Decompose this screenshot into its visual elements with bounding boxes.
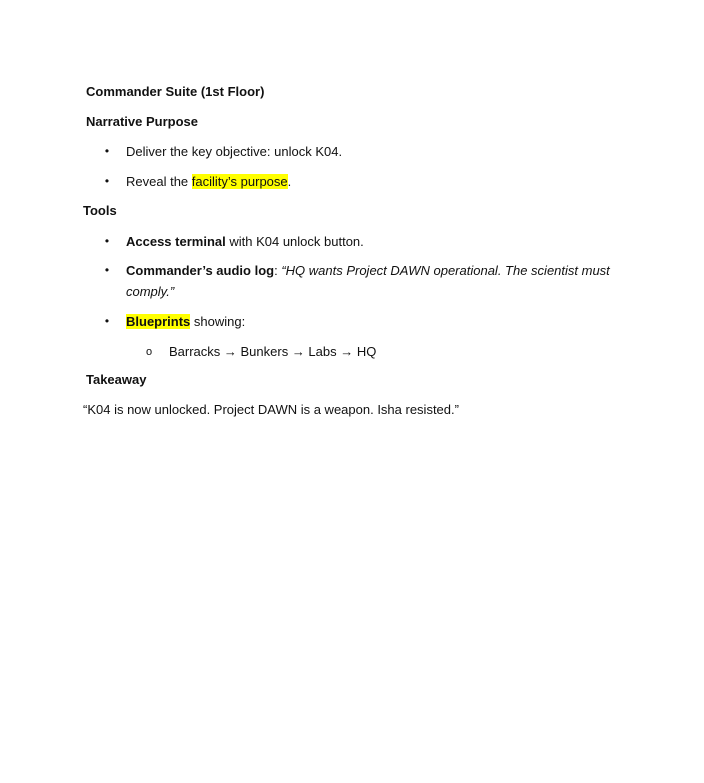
tools-item-access-terminal bbox=[126, 231, 364, 252]
blueprint-route: Barracks → Bunkers → Labs → HQ bbox=[169, 344, 377, 359]
tools-item-separator: : bbox=[274, 263, 282, 278]
sub-bullet-icon: o bbox=[146, 346, 153, 358]
tools-item-description: showing: bbox=[190, 314, 246, 329]
bullet-icon: • bbox=[104, 144, 110, 158]
highlighted-text: facility’s purpose bbox=[191, 174, 288, 189]
tools-item-blueprints bbox=[126, 311, 245, 332]
highlighted-text: Blueprints bbox=[126, 314, 191, 329]
tools-item-audio-log bbox=[126, 260, 616, 302]
bullet-icon: • bbox=[104, 174, 110, 188]
takeaway-quote: “K04 is now unlocked. Project DAWN is a weapon. Isha resisted.” bbox=[83, 402, 459, 417]
tools-item-term: Commander’s audio log bbox=[126, 263, 275, 278]
audio-log-quote: “HQ wants Project DAWN operational. The scientist must comply.” bbox=[126, 263, 610, 299]
bullet-icon: • bbox=[104, 314, 110, 328]
purpose-item-objective bbox=[126, 141, 342, 162]
section-heading-suite: Commander Suite (1st Floor) bbox=[86, 84, 265, 99]
section-heading-tools: Tools bbox=[83, 203, 117, 218]
bullet-icon: • bbox=[104, 234, 110, 248]
tools-item-description: with K04 unlock button. bbox=[225, 234, 364, 249]
purpose-item-suffix: . bbox=[287, 174, 292, 189]
section-heading-takeaway: Takeaway bbox=[86, 372, 147, 387]
purpose-item-reveal bbox=[126, 171, 291, 192]
purpose-item-prefix: Reveal the bbox=[126, 174, 192, 189]
purpose-item-text: Deliver the key objective: unlock K04. bbox=[126, 144, 343, 159]
section-heading-narrative-purpose: Narrative Purpose bbox=[86, 114, 198, 129]
tools-item-term: Access terminal bbox=[126, 234, 226, 249]
bullet-icon: • bbox=[104, 263, 110, 277]
